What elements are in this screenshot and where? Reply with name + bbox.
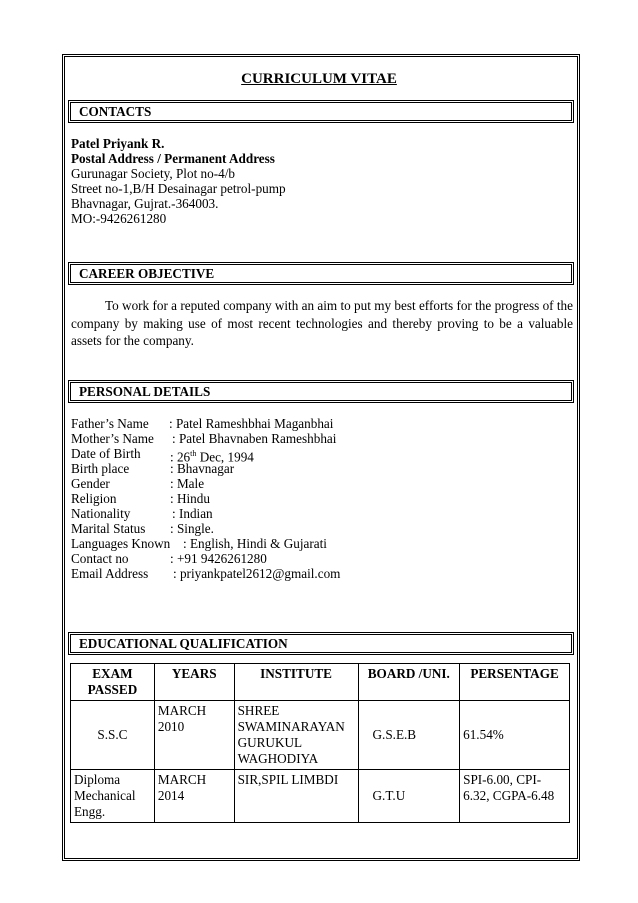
document-title: CURRICULUM VITAE (241, 71, 397, 87)
personal-label: Marital Status (71, 521, 146, 536)
career-objective-heading: CAREER OBJECTIVE (68, 262, 574, 285)
table-row (71, 770, 570, 823)
personal-details-heading: PERSONAL DETAILS (68, 380, 574, 403)
personal-row-gender (71, 476, 205, 491)
personal-label: Mother’s Name (71, 431, 154, 446)
personal-value: : priyankpatel2612@gmail.com (173, 566, 341, 581)
personal-label: Email Address (71, 566, 149, 581)
address-line: Bhavnagar, Gujrat.-364003. (71, 196, 219, 211)
personal-row-nationality (71, 506, 213, 521)
table-cell: SIR,SPIL LIMBDI (234, 770, 358, 823)
column-header: EXAM PASSED (71, 664, 155, 701)
dob-suffix: th (190, 449, 197, 458)
personal-row-contact (71, 551, 267, 566)
personal-row-religion (71, 491, 210, 506)
personal-label: Contact no (71, 551, 129, 566)
column-header: BOARD /UNI. (358, 664, 460, 701)
personal-value: : English, Hindi & Gujarati (183, 536, 327, 551)
table-cell: MARCH 2014 (154, 770, 234, 823)
personal-value: : Hindu (170, 491, 210, 506)
personal-row-father (71, 416, 334, 431)
personal-value: : Bhavnagar (170, 461, 235, 476)
personal-value: : Single. (170, 521, 214, 536)
personal-label: Religion (71, 491, 117, 506)
personal-row-birthplace (71, 461, 235, 476)
table-header-row (71, 664, 570, 701)
candidate-name: Patel Priyank R. (71, 136, 165, 151)
personal-label: Birth place (71, 461, 130, 476)
personal-value: : Patel Bhavnaben Rameshbhai (172, 431, 337, 446)
address-line: Gurunagar Society, Plot no-4/b (71, 166, 235, 181)
table-row (71, 701, 570, 770)
personal-row-languages (71, 536, 327, 551)
dob-rest: Dec, 1994 (196, 449, 254, 465)
education-heading: EDUCATIONAL QUALIFICATION (68, 632, 574, 655)
education-table (70, 663, 570, 823)
column-header: INSTITUTE (234, 664, 358, 701)
personal-label: Languages Known (71, 536, 171, 551)
career-objective-text: To work for a reputed company with an aim to put my best efforts for the progress of the company by making use of most recent technologies and thereby proving to be a valuable assets for the company. (71, 298, 573, 348)
mobile-number: MO:-9426261280 (71, 211, 167, 226)
table-cell: Diploma Mechanical Engg. (71, 770, 155, 823)
dob-day: : 26 (170, 449, 191, 465)
table-cell: S.S.C (71, 701, 155, 770)
personal-row-dob (71, 446, 254, 465)
personal-label: Nationality (71, 506, 131, 521)
column-header: PERSENTAGE (460, 664, 570, 701)
personal-value: : +91 9426261280 (170, 551, 267, 566)
table-cell: G.T.U (358, 770, 460, 823)
table-cell: SHREE SWAMINARAYAN GURUKUL WAGHODIYA (234, 701, 358, 770)
column-header: YEARS (154, 664, 234, 701)
table-cell: SPI-6.00, CPI-6.32, CGPA-6.48 (460, 770, 570, 823)
personal-value: : Patel Rameshbhai Maganbhai (169, 416, 334, 431)
table-cell: G.S.E.B (358, 701, 460, 770)
table-cell: 61.54% (460, 701, 570, 770)
personal-label: Gender (71, 476, 110, 491)
personal-value: : Indian (172, 506, 213, 521)
personal-label: Father’s Name (71, 416, 149, 431)
personal-label: Date of Birth (71, 446, 141, 461)
contacts-heading: CONTACTS (68, 100, 574, 123)
address-heading: Postal Address / Permanent Address (71, 151, 275, 166)
personal-value: : Male (170, 476, 205, 491)
personal-row-marital (71, 521, 214, 536)
personal-row-email (71, 566, 341, 581)
address-line: Street no-1,B/H Desainagar petrol-pump (71, 181, 286, 196)
table-cell: MARCH 2010 (154, 701, 234, 770)
personal-row-mother (71, 431, 337, 446)
